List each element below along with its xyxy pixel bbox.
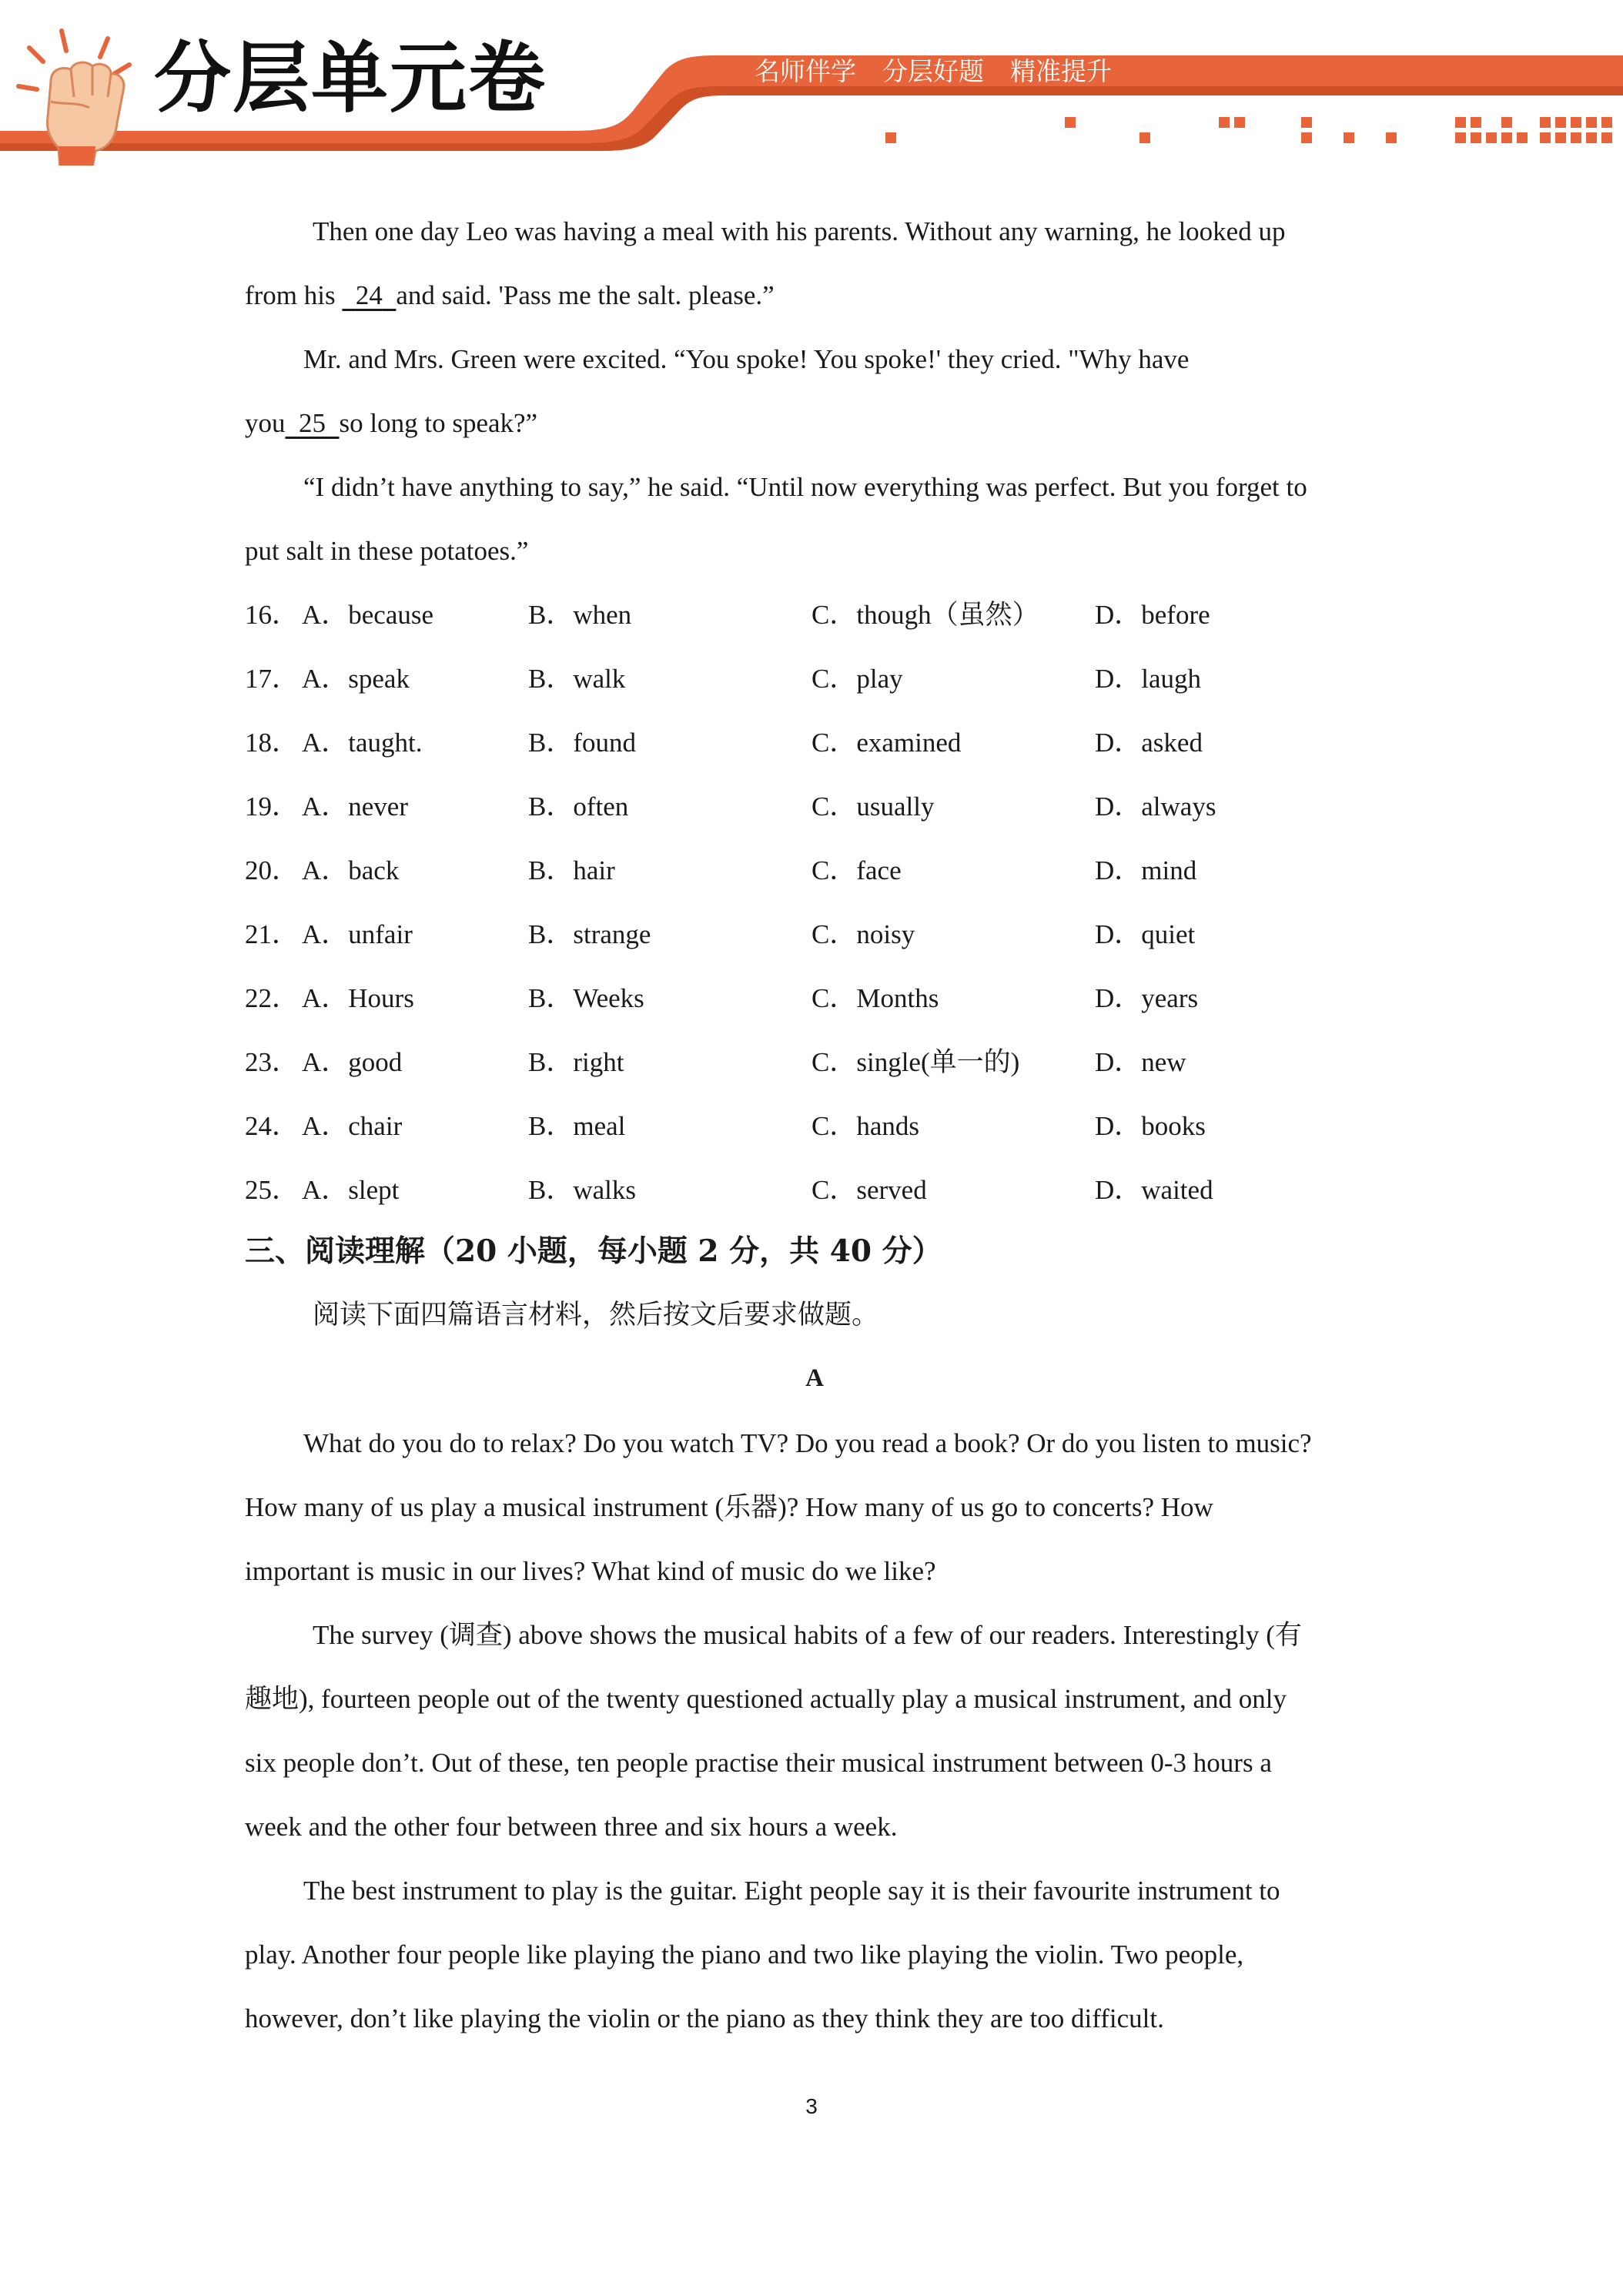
reading-line: six people don’t. Out of these, ten people practise their musical instrument between 0-3 hours a [245, 1748, 1272, 1778]
option-b: B．walk [528, 664, 626, 694]
option-a: A．unfair [302, 919, 413, 949]
option-c: C．hands [812, 1111, 920, 1141]
question-number: 17． [245, 664, 300, 694]
passage-text: from his [245, 280, 343, 310]
option-a: A．speak [302, 664, 410, 694]
option-d: D．asked [1095, 728, 1203, 758]
option-c: C．Months [812, 983, 939, 1013]
option-c: C．though（虽然） [812, 600, 1039, 630]
header-banner [0, 0, 1623, 166]
option-b: B．strange [528, 919, 651, 949]
option-d: D．laugh [1095, 664, 1202, 694]
reading-line: week and the other four between three and six hours a week. [245, 1812, 898, 1842]
option-d: D．years [1095, 983, 1199, 1013]
passage-line: Then one day Leo was having a meal with his parents. Without any warning, he looked up [313, 216, 1286, 246]
reading-line: The best instrument to play is the guitar. Eight people say it is their favourite instrument to [303, 1876, 1280, 1906]
option-b: B．hair [528, 855, 615, 885]
cloze-blank [342, 280, 396, 310]
option-b: B．when [528, 600, 632, 630]
option-d: D．quiet [1095, 919, 1196, 949]
reading-line: play. Another four people like playing the piano and two like playing the violin. Two people, [245, 1940, 1244, 1970]
option-c: C．play [812, 664, 903, 694]
option-c: C．noisy [812, 919, 915, 949]
passage-line: Mr. and Mrs. Green were excited. “You spoke! You spoke!' they cried. "Why have [303, 344, 1190, 374]
option-d: D．waited [1095, 1175, 1213, 1205]
question-number: 23． [245, 1047, 300, 1077]
option-a: A．back [302, 855, 400, 885]
option-c: C．single(单一的) [812, 1047, 1020, 1077]
option-b: B．Weeks [528, 983, 644, 1013]
reading-line: What do you do to relax? Do you watch TV? Do you read a book? Or do you listen to music? [303, 1428, 1312, 1458]
slogan-item: 精准提升 [1010, 56, 1112, 86]
passage-text: so long to speak?” [339, 408, 538, 438]
option-c: C．face [812, 855, 902, 885]
brand-title: 分层单元卷 [154, 33, 547, 123]
option-b: B．meal [528, 1111, 626, 1141]
question-number: 20． [245, 855, 300, 885]
decorative-squares [885, 117, 1612, 143]
option-b: B．often [528, 792, 629, 822]
option-c: C．served [812, 1175, 927, 1205]
option-d: D．books [1095, 1111, 1206, 1141]
question-number: 22． [245, 983, 300, 1013]
option-d: D．before [1095, 600, 1210, 630]
reading-line: The survey (调查) above shows the musical habits of a few of our readers. Interestingly (有 [313, 1620, 1302, 1650]
option-b: B．walks [528, 1175, 637, 1205]
option-b: B．found [528, 728, 637, 758]
option-d: D．always [1095, 792, 1216, 822]
cloze-blank [286, 408, 340, 438]
passage-label: A [805, 1364, 824, 1392]
reading-line: 趣地), fourteen people out of the twenty questioned actually play a musical instrument, and only [245, 1684, 1287, 1714]
option-c: C．examined [812, 728, 962, 758]
option-d: D．new [1095, 1047, 1186, 1077]
option-a: A．Hours [302, 983, 414, 1013]
slogan-item: 名师伴学 [755, 56, 856, 86]
option-a: A．good [302, 1047, 403, 1077]
option-d: D．mind [1095, 855, 1197, 885]
passage-line [245, 410, 537, 437]
question-number: 25． [245, 1175, 300, 1205]
slogan [755, 56, 1138, 86]
option-b: B．right [528, 1047, 624, 1077]
question-number: 21． [245, 919, 300, 949]
option-a: A．chair [302, 1111, 403, 1141]
passage-line: put salt in these potatoes.” [245, 536, 529, 566]
option-a: A．because [302, 600, 434, 630]
passage-line [245, 282, 775, 309]
section-title: 三、阅读理解（20 小题，每小题 2 分，共 40 分） [245, 1233, 942, 1269]
blank-number: 24 [355, 280, 383, 310]
option-a: A．taught. [302, 728, 423, 758]
question-number: 24． [245, 1111, 300, 1141]
passage-text: and said. 'Pass me the salt. please.” [396, 280, 775, 310]
slogan-item: 分层好题 [882, 56, 984, 86]
blank-number: 25 [299, 408, 326, 438]
reading-line: How many of us play a musical instrument (乐器)? How many of us go to concerts? How [245, 1492, 1213, 1522]
reading-line: however, don’t like playing the violin or the piano as they think they are too difficult. [245, 2003, 1164, 2033]
question-number: 18． [245, 728, 300, 758]
option-a: A．never [302, 792, 409, 822]
option-c: C．usually [812, 792, 935, 822]
question-number: 19． [245, 792, 300, 822]
option-a: A．slept [302, 1175, 400, 1205]
passage-text: you [245, 408, 286, 438]
question-number: 16． [245, 600, 300, 630]
page-number: 3 [805, 2094, 818, 2118]
section-instruction: 阅读下面四篇语言材料，然后按文后要求做题。 [313, 1300, 879, 1330]
passage-line: “I didn’t have anything to say,” he said. “Until now everything was perfect. But you forget to [303, 472, 1307, 502]
reading-line: important is music in our lives? What kind of music do we like? [245, 1556, 936, 1586]
